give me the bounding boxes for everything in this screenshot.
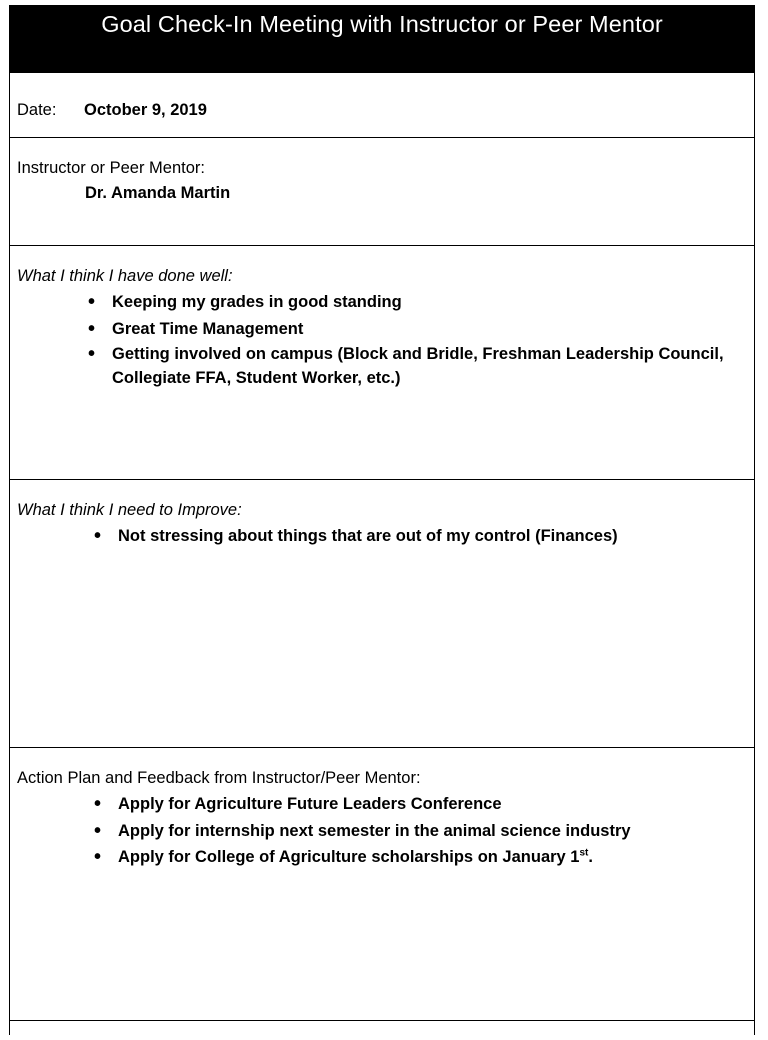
list-item: • Great Time Management [88,316,758,343]
list-item-text: Apply for College of Agriculture scholarships on January 1 [118,848,580,866]
list-item [94,844,734,871]
list-item: • Getting involved on campus (Block and Bridle, Freshman Leadership Council, Collegiate FFA, Student Worker, etc.) [88,342,758,390]
list-item: • Apply for Agriculture Future Leaders Conference [94,791,734,818]
list-item: • Keeping my grades in good standing [88,289,758,316]
done-well-label: What I think I have done well: [17,267,233,285]
improve-list [94,523,734,550]
form-title-bar [10,5,754,72]
date-label: Date: [17,101,57,119]
mentor-name: Dr. Amanda Martin [85,184,231,202]
done-well-list [88,289,758,390]
list-item-period: . [588,848,593,866]
list-item: • Apply for internship next semester in the animal science industry [94,818,734,845]
action-plan-section [10,747,754,1021]
goal-check-in-form [9,5,755,1035]
form-title: Goal Check-In Meeting with Instructor or Peer Mentor [101,11,663,37]
improve-section [10,479,754,747]
improve-label: What I think I need to Improve: [17,501,242,519]
next-section-edge [10,1020,754,1040]
mentor-label: Instructor or Peer Mentor: [17,159,205,177]
mentor-section [10,137,754,245]
date-section [10,72,754,137]
date-value: October 9, 2019 [84,101,207,119]
ordinal-suffix: st [579,847,589,859]
action-plan-label: Action Plan and Feedback from Instructor/Peer Mentor: [17,769,421,787]
list-item: • Not stressing about things that are out of my control (Finances) [94,523,734,550]
done-well-section [10,245,754,479]
action-plan-list [94,791,734,871]
